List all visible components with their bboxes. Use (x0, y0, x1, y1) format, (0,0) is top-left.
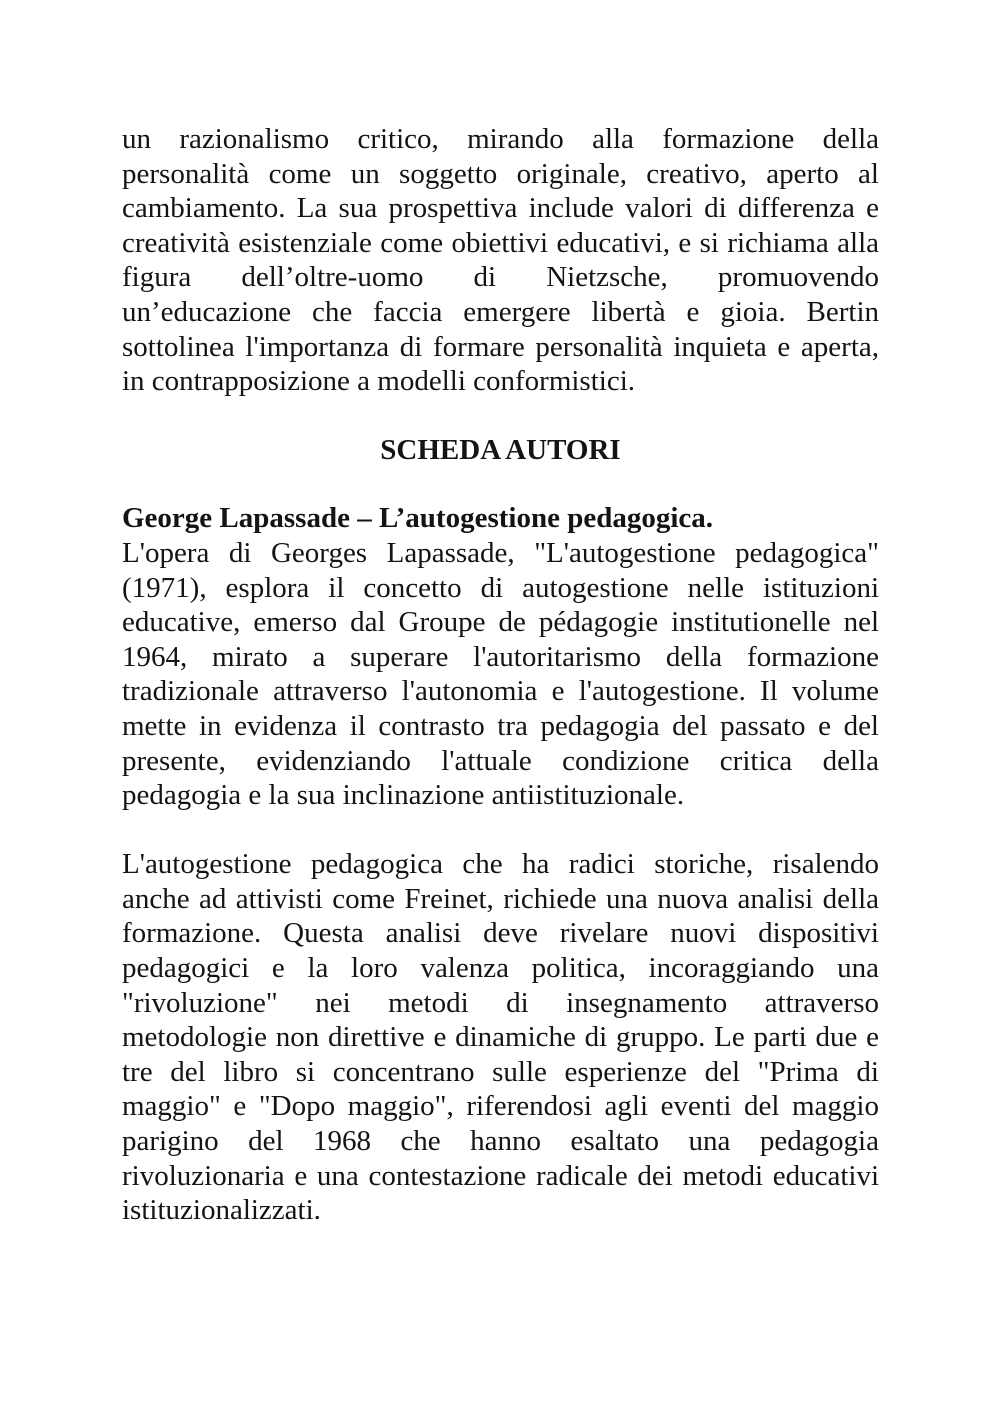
document-page (122, 122, 879, 1228)
body-paragraph: L'opera di Georges Lapassade, "L'autogestione pedagogica" (1971), esplora il concetto di autogestione nelle istituzioni educative, emerso dal Groupe de pédagogie institutionelle nel 1964, mirato a superare l'autoritarismo della formazione tradizionale attraverso l'autonomia e l'autogestione. Il volume mette in evidenza il contrasto tra pedagogia del passato e del presente, evidenziando l'attuale condizione critica della pedagogia e la sua inclinazione antiistituzionale. (122, 536, 879, 812)
section-heading: SCHEDA AUTORI (380, 433, 621, 466)
author-heading: George Lapassade – L’autogestione pedagogica. (122, 502, 714, 535)
body-paragraph: un razionalismo critico, mirando alla formazione della personalità come un soggetto originale, creativo, aperto al cambiamento. La sua prospettiva include valori di differenza e creatività esistenziale come obiettivi educativi, e si richiama alla figura dell’oltre-uomo di Nietzsche, promuovendo un’educazione che faccia emergere libertà e gioia. Bertin sottolinea l'importanza di formare personalità inquieta e aperta, in contrapposizione a modelli conformistici. (122, 123, 879, 398)
body-paragraph: L'autogestione pedagogica che ha radici storiche, risalendo anche ad attivisti come Freinet, richiede una nuova analisi della formazione. Questa analisi deve rivelare nuovi dispositivi pedagogici e la loro valenza politica, incoraggiando una "rivoluzione" nei metodi di insegnamento attraverso metodologie non direttive e dinamiche di gruppo. Le parti due e tre del libro si concentrano sulle esperienze del "Prima di maggio" e "Dopo maggio", riferendosi agli eventi del maggio parigino del 1968 che hanno esaltato una pedagogia rivoluzionaria e una contestazione radicale dei metodi educativi istituzionalizzati. (122, 848, 879, 1227)
